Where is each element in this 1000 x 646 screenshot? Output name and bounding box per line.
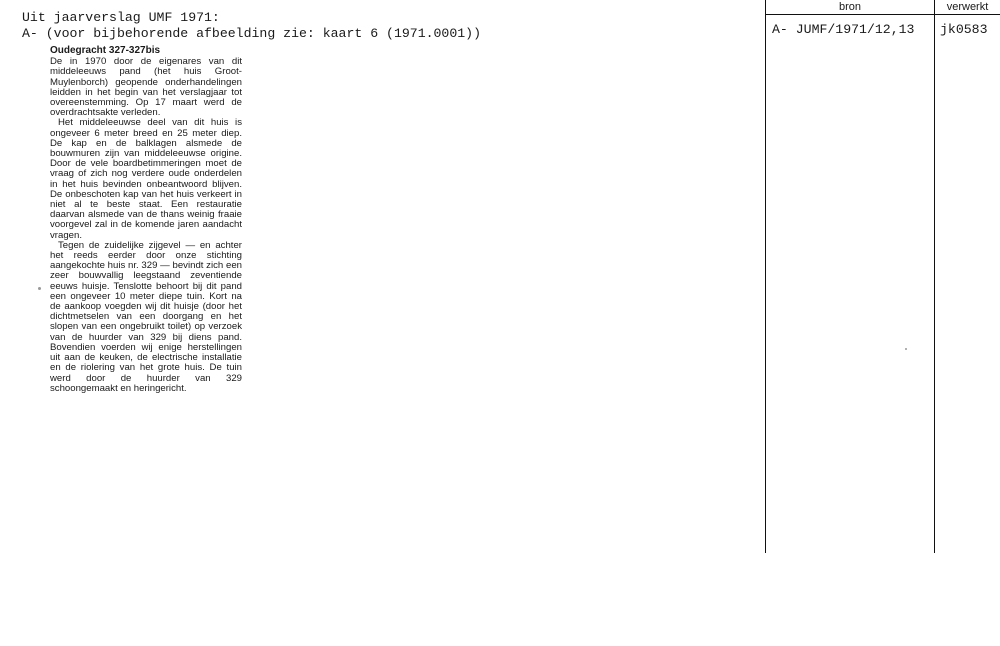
- bron-column-header: bron: [838, 1, 862, 13]
- bron-value: A- JUMF/1971/12,13: [772, 22, 915, 37]
- clipping-title: Oudegracht 327-327bis: [50, 45, 161, 56]
- document-heading: Uit jaarverslag UMF 1971:: [22, 10, 220, 25]
- document-subheading: A- (voor bijbehorende afbeelding zie: kaart 6 (1971.0001)): [22, 26, 481, 41]
- clipping-paragraph-1: De in 1970 door de eigenares van dit middeleeuws pand (het huis Groot-Muylenborch) geopende onderhandelingen leidden in het begin van het verslagjaar tot overeenstemming. Op 17 maart werd de overdrachtsakte verleden.: [50, 56, 242, 119]
- verwerkt-column-header: verwerkt: [946, 1, 989, 13]
- table-divider-left: [765, 0, 766, 553]
- scan-speck: [905, 348, 907, 350]
- table-divider-middle: [934, 0, 935, 553]
- newspaper-clipping: [50, 46, 242, 394]
- clipping-paragraph-2: Het middeleeuwse deel van dit huis is ongeveer 6 meter breed en 25 meter diep. De kap en de balklagen alsmede de bouwmuren zijn van middeleeuwse origine. Door de vele boardbetimmeringen moet de vraag of zich nog verdere oude onderdelen in het huis bevinden onbeantwoord blijven. De onbeschoten kap van het huis verkeert in niet al te beste staat. Een restauratie daarvan alsmede van de thans weinig fraaie voorgevel zal in de komende jaren aandacht vragen.: [50, 117, 242, 241]
- verwerkt-value: jk0583: [940, 22, 988, 37]
- table-header-rule: [765, 14, 1000, 15]
- scan-speck: [38, 287, 41, 290]
- clipping-paragraph-3: Tegen de zuidelijke zijgevel — en achter het reeds eerder door onze stichting aangekochte huis nr. 329 — bevindt zich een zeer bouwvallig leegstaand zeventiende eeuws huisje. Tenslotte behoort bij dit pand een ongeveer 10 meter diepe tuin. Kort na de aankoop voegden wij dit huisje (door het dichtmetselen van een doorgang en het slopen van een ongebruikt toilet) op verzoek van de huurder van 329 bij diens pand. Bovendien voerden wij enige herstellingen uit aan de keuken, de electrische installatie en de riolering van het grote huis. De tuin werd door de huurder van 329 schoongemaakt en heringericht.: [50, 239, 242, 394]
